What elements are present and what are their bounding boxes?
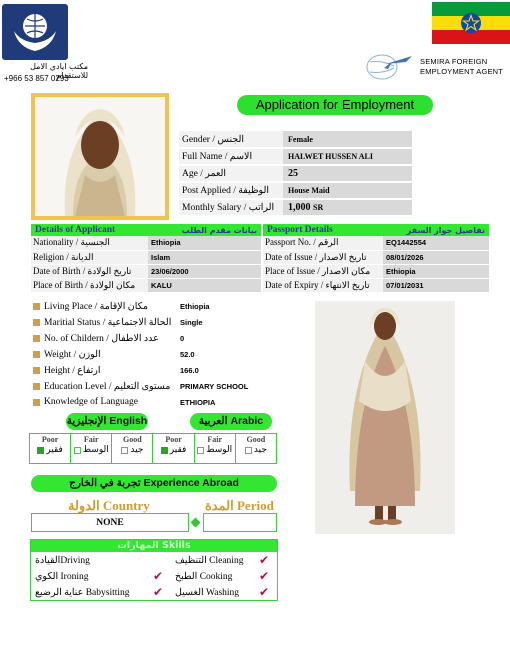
period-heading: المدة Period: [205, 498, 274, 513]
issue-place-row: [263, 264, 489, 278]
living-place-item: [31, 298, 291, 314]
children-label: No. of Childern / عدد الاطفال: [44, 333, 159, 344]
arabic-good-cell: [235, 434, 276, 464]
level-label-ar: جيد: [130, 445, 144, 455]
religion-label: Religion / الديانة: [31, 250, 148, 264]
language-knowledge-item: [31, 394, 291, 410]
level-label: Good: [123, 435, 142, 444]
english-language-pill: الإنجليزية English: [66, 413, 148, 430]
age-label: Age / العمر: [179, 165, 283, 182]
arabic-fair-cell: [194, 434, 235, 464]
salary-row: [179, 199, 412, 216]
issue-date-row: [263, 250, 489, 264]
height-item: [31, 362, 291, 378]
post-applied-label: Post Applied / الوظيفة: [179, 182, 283, 199]
weight-value: 52.0: [180, 349, 195, 359]
level-label: Poor: [165, 435, 182, 444]
arabic-poor-cell: [153, 434, 194, 464]
bullet-icon: [33, 319, 40, 326]
post-applied-value: House Maid: [283, 182, 412, 199]
experience-abroad-title: تجربة في الخارج Experience Abroad: [31, 475, 277, 492]
level-label-ar: فقير: [46, 445, 63, 455]
personal-details-list: [31, 298, 291, 410]
age-row: [179, 165, 412, 182]
level-label-ar: فقير: [169, 445, 187, 455]
application-title: Application for Employment: [237, 95, 433, 115]
applicant-details-title-en: Details of Applicant: [35, 225, 116, 235]
level-label: Good: [246, 435, 266, 444]
salary-unit: SR: [313, 203, 324, 212]
skill-washing: الغسيل Washing: [175, 587, 240, 598]
period-value: [203, 513, 277, 532]
checkmark-icon: ✔: [153, 584, 164, 599]
marital-status-value: Single: [180, 317, 203, 327]
arabic-language-pill: العربية Arabic: [190, 413, 272, 430]
language-level-table: [29, 433, 277, 464]
dob-label: Date of Birth / تاريخ الولادة: [31, 264, 148, 278]
height-value: 166.0: [180, 365, 199, 375]
level-label-ar: الوسط: [206, 445, 233, 455]
education-value: PRIMARY SCHOOL: [180, 381, 249, 391]
level-label: Fair: [83, 435, 99, 444]
marital-status-item: [31, 314, 291, 330]
skills-row: [31, 552, 277, 568]
age-value: 25: [283, 165, 412, 182]
english-fair-cell: [71, 434, 112, 464]
bullet-icon: [33, 383, 40, 390]
partner-name-line1: SEMIRA FOREIGN: [420, 57, 488, 66]
applicant-details-header: [31, 224, 261, 236]
level-label: Poor: [41, 435, 59, 444]
full-name-label: Full Name / الاسم: [179, 148, 283, 165]
full-name-row: [179, 148, 412, 165]
passport-no-value: EQ1442554: [383, 236, 489, 250]
english-good-cell: [112, 434, 153, 464]
agency-name: مكتب ايادي الامل للاستقدام: [30, 62, 88, 80]
nationality-label: Nationality / الجنسية: [31, 236, 148, 250]
ethiopia-flag-icon: [432, 2, 510, 44]
post-applied-row: [179, 182, 412, 199]
bullet-icon: [33, 351, 40, 358]
skill-ironing: الكوي Ironing: [35, 571, 89, 582]
marital-status-label: Maritial Status / الحالة الاجتماعية: [44, 317, 172, 328]
checkmark-icon: ✔: [259, 568, 270, 583]
applicant-full-photo: [315, 301, 455, 534]
passport-no-row: [263, 236, 489, 250]
expiry-date-value: 07/01/2031: [383, 278, 489, 292]
semira-logo-icon: [362, 50, 414, 82]
salary-label: Monthly Salary / الراتب: [179, 199, 283, 216]
bullet-icon: [33, 303, 40, 310]
country-value: NONE: [31, 513, 189, 532]
issue-date-value: 08/01/2026: [383, 250, 489, 264]
applicant-details-title-ar: بيانات مقدم الطلب: [181, 225, 257, 235]
agency-phone: +966 53 857 0293: [4, 74, 69, 83]
level-label-ar: الوسط: [82, 445, 109, 455]
applicant-details-table: [31, 236, 261, 293]
gender-row: [179, 131, 412, 148]
expiry-date-label: Date of Expiry / تاريخ الانتهاء: [263, 278, 383, 292]
skill-cleaning: التنظيف Cleaning: [175, 555, 244, 566]
skills-title: المهارات Skills: [31, 540, 277, 552]
pob-label: Place of Birth / مكان الولادة: [31, 278, 148, 292]
language-knowledge-value: ETHIOPIA: [180, 397, 216, 407]
gender-value: Female: [283, 131, 412, 148]
skills-section: [30, 539, 278, 601]
english-good-checkbox[interactable]: [121, 447, 128, 454]
bullet-icon: [33, 399, 40, 406]
diamond-icon: [191, 518, 201, 528]
passport-details-title-ar: تفاصيل جواز السفر: [406, 225, 485, 235]
english-fair-checkbox[interactable]: [74, 447, 81, 454]
checkmark-icon: ✔: [259, 552, 270, 567]
religion-row: [31, 250, 261, 264]
arabic-good-checkbox[interactable]: [245, 447, 252, 454]
english-poor-checkbox[interactable]: [37, 447, 44, 454]
issue-place-label: Place of Issue / مكان الاصدار: [263, 264, 383, 278]
gender-label: Gender / الجنس: [179, 131, 283, 148]
skills-row: [31, 568, 277, 584]
weight-label: Weight / الوزن: [44, 349, 101, 360]
weight-item: [31, 346, 291, 362]
bullet-icon: [33, 367, 40, 374]
passport-details-section: [263, 224, 489, 293]
living-place-label: Living Place / مكان الإقامة: [44, 301, 148, 312]
level-label: Fair: [207, 435, 223, 444]
salary-amount: 1,000: [288, 202, 311, 213]
living-place-value: Ethiopia: [180, 301, 210, 311]
height-label: Height / ارتفاع: [44, 365, 101, 376]
arabic-poor-checkbox[interactable]: [161, 447, 168, 454]
religion-value: Islam: [148, 250, 261, 264]
dob-value: 23/06/2000: [148, 264, 261, 278]
checkmark-icon: ✔: [153, 568, 164, 583]
checkmark-icon: ✔: [259, 584, 270, 599]
agency-logo: [2, 4, 68, 60]
agency-logo-icon: [8, 9, 62, 55]
passport-details-table: [263, 236, 489, 293]
education-label: Education Level / مستوى التعليم: [44, 381, 171, 392]
passport-no-label: Passport No. / الرقم: [263, 236, 383, 250]
partner-name-line2: EMPLOYMENT AGENT: [420, 67, 504, 76]
expiry-date-row: [263, 278, 489, 292]
applicant-portrait-photo: [31, 93, 169, 220]
issue-date-label: Date of Issue / تاريخ الاصدار: [263, 250, 383, 264]
country-heading: الدولة Country: [68, 498, 150, 513]
arabic-fair-checkbox[interactable]: [197, 447, 204, 454]
applicant-details-section: [31, 224, 261, 293]
partner-name: [420, 57, 503, 77]
children-value: 0: [180, 333, 185, 343]
english-poor-cell: [30, 434, 71, 464]
nationality-row: [31, 236, 261, 250]
pob-row: [31, 278, 261, 292]
passport-details-title-en: Passport Details: [267, 225, 333, 235]
skill-cooking: الطبخ Cooking: [175, 571, 233, 582]
issue-place-value: Ethiopia: [383, 264, 489, 278]
basic-info-table: [179, 131, 412, 217]
level-label-ar: جيد: [253, 445, 267, 455]
bullet-icon: [33, 335, 40, 342]
skill-babysitting: عناية الرضيع Babysitting: [35, 587, 130, 598]
children-item: [31, 330, 291, 346]
skill-driving: القيادةDriving: [35, 555, 90, 566]
nationality-value: Ethiopia: [148, 236, 261, 250]
full-name-value: HALWET HUSSEN ALI: [283, 148, 412, 165]
dob-row: [31, 264, 261, 278]
pob-value: KALU: [148, 278, 261, 292]
language-knowledge-label: Knowledge of Language: [44, 397, 138, 407]
passport-details-header: [263, 224, 489, 236]
salary-value: [283, 199, 412, 216]
skills-row: [31, 584, 277, 600]
education-item: [31, 378, 291, 394]
